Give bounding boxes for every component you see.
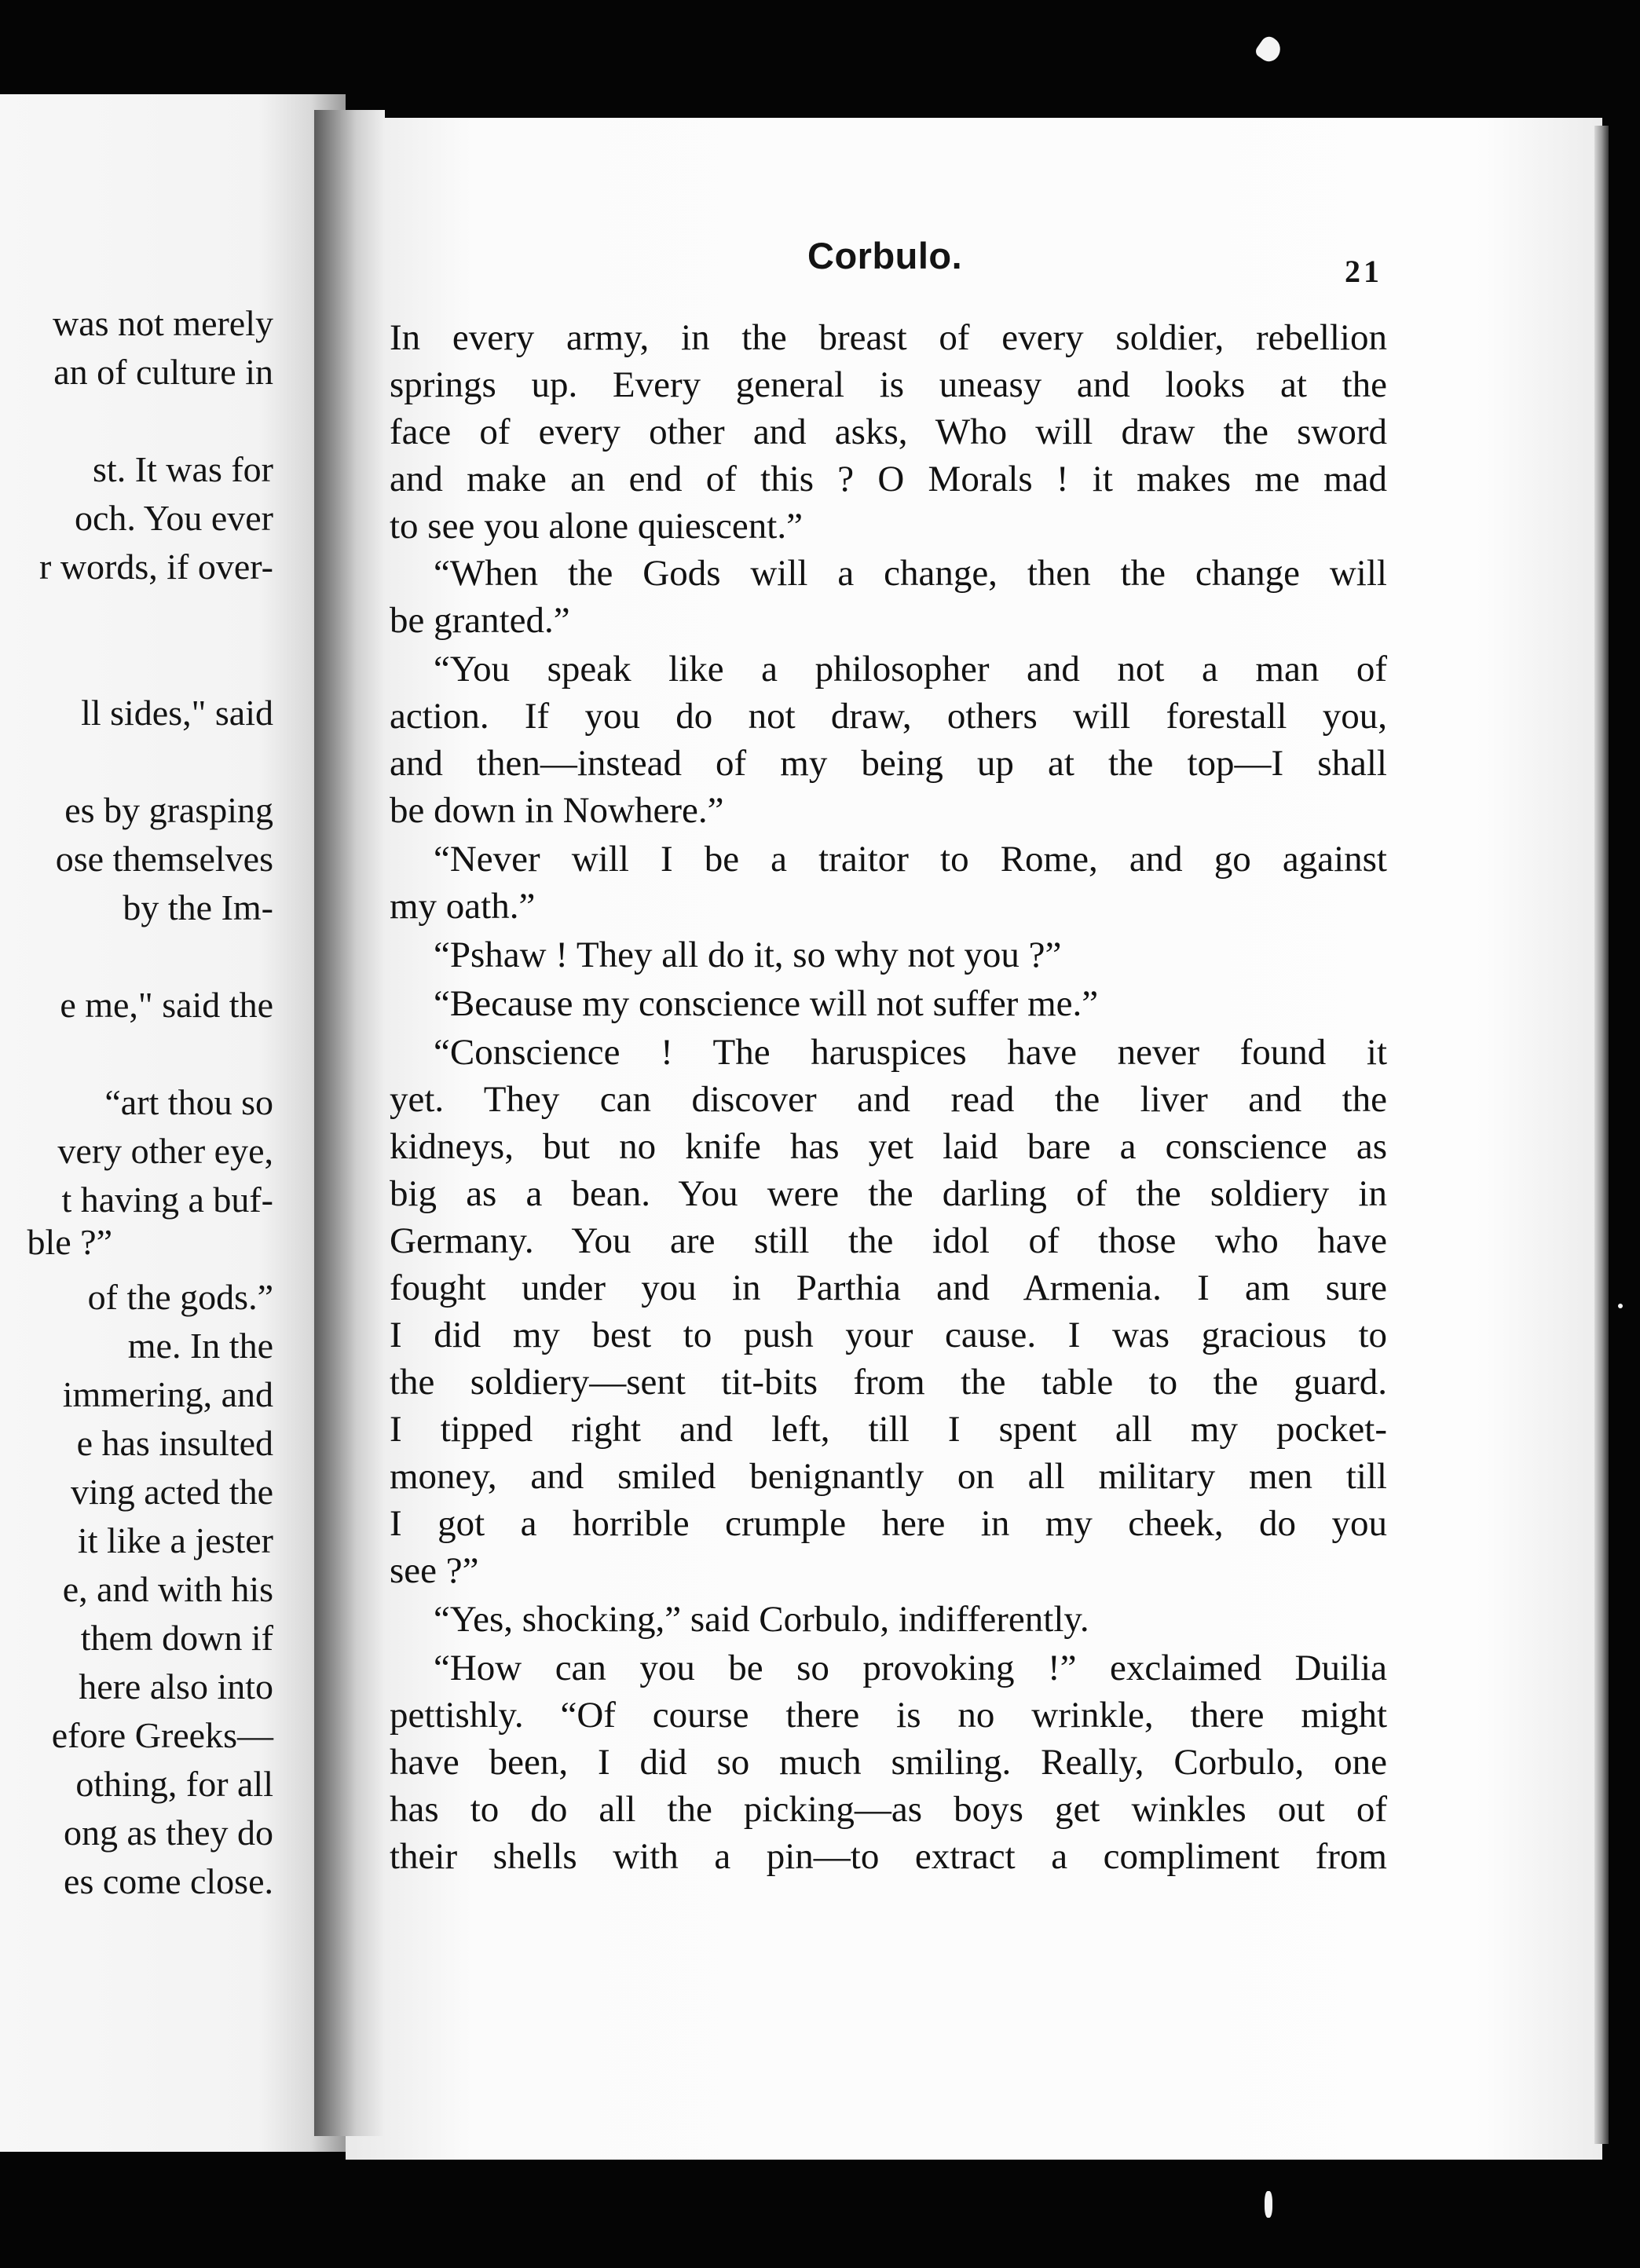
left-line: them down if [80, 1618, 273, 1658]
text-line: springs up. Every general is uneasy and looks at the [390, 364, 1387, 405]
left-line: ong as they do [63, 1813, 273, 1853]
left-line: och. You ever [75, 498, 273, 538]
text-line: I did my best to push your cause. I was gracious to [390, 1315, 1387, 1355]
scan-speck [1265, 2191, 1272, 2218]
text-line: Germany. You are still the idol of those who have [390, 1220, 1387, 1261]
left-line: here also into [79, 1666, 273, 1706]
text-line: face of every other and asks, Who will draw the sword [390, 412, 1387, 452]
left-line: st. It was for [93, 449, 273, 489]
text-line: “When the Gods will a change, then the change will [434, 553, 1387, 594]
page-edge [1594, 126, 1609, 2144]
left-line: “art thou so [104, 1082, 273, 1122]
left-line: of the gods.” [87, 1277, 273, 1317]
text-line: “Pshaw ! They all do it, so why not you ?” [434, 935, 1062, 975]
text-line: be down in Nowhere.” [390, 790, 724, 831]
page-number: 21 [1345, 254, 1382, 289]
text-line: “Conscience ! The haruspices have never found it [434, 1032, 1387, 1073]
text-line: I tipped right and left, till I spent all my pocket- [390, 1409, 1387, 1450]
text-line: kidneys, but no knife has yet laid bare a conscience as [390, 1126, 1387, 1167]
book-gutter [314, 110, 385, 2136]
text-line: “Never will I be a traitor to Rome, and go against [434, 839, 1387, 880]
running-head: Corbulo. [807, 235, 963, 276]
left-line: ving acted the [70, 1472, 273, 1512]
text-line: the soldiery—sent tit-bits from the table to the guard. [390, 1362, 1387, 1403]
text-line: their shells with a pin—to extract a compliment from [390, 1836, 1387, 1877]
text-line: and then—instead of my being up at the top—I shall [390, 743, 1387, 784]
left-line: very other eye, [57, 1131, 273, 1171]
left-line: ble ?” [27, 1222, 112, 1262]
left-line: es come close. [64, 1861, 273, 1901]
text-line: my oath.” [390, 886, 536, 927]
left-line: e has insulted [76, 1423, 273, 1463]
left-line: t having a buf- [61, 1180, 273, 1220]
left-facing-page [0, 94, 346, 2152]
text-line: big as a bean. You were the darling of the soldiery in [390, 1173, 1387, 1214]
scan-speck [1254, 34, 1285, 66]
left-line: me. In the [127, 1326, 273, 1366]
left-line: r words, if over- [39, 547, 273, 587]
text-line: to see you alone quiescent.” [390, 506, 803, 547]
text-line: fought under you in Parthia and Armenia. I am sure [390, 1268, 1387, 1308]
text-line: “Because my conscience will not suffer me.” [434, 983, 1099, 1024]
left-line: immering, and [62, 1374, 273, 1414]
scan-speck [1618, 1304, 1623, 1308]
left-line: was not merely [52, 303, 273, 343]
text-line: have been, I did so much smiling. Really, Corbulo, one [390, 1742, 1387, 1783]
left-line: ll sides," said [81, 693, 273, 733]
left-line: ose themselves [55, 839, 273, 879]
text-line: see ?” [390, 1550, 479, 1591]
left-line: e me," said the [60, 985, 273, 1025]
left-line: it like a jester [77, 1520, 273, 1560]
text-line: I got a horrible crumple here in my cheek, do you [390, 1503, 1387, 1544]
left-line: efore Greeks— [51, 1715, 273, 1755]
text-line: yet. They can discover and read the liver and the [390, 1079, 1387, 1120]
left-line: es by grasping [64, 790, 273, 830]
left-line: by the Im- [123, 887, 273, 927]
text-line: money, and smiled benignantly on all military men till [390, 1456, 1387, 1497]
text-line: pettishly. “Of course there is no wrinkle, there might [390, 1695, 1387, 1736]
left-line: an of culture in [53, 352, 273, 392]
text-line: “How can you be so provoking !” exclaimed Duilia [434, 1648, 1387, 1688]
left-line: e, and with his [62, 1569, 273, 1609]
text-line: In every army, in the breast of every soldier, rebellion [390, 317, 1387, 358]
text-line: has to do all the picking—as boys get winkles out of [390, 1789, 1387, 1830]
text-line: “Yes, shocking,” said Corbulo, indifferently. [434, 1599, 1089, 1640]
text-line: action. If you do not draw, others will forestall you, [390, 696, 1387, 737]
left-line: othing, for all [75, 1764, 273, 1804]
text-line: be granted.” [390, 600, 570, 641]
text-line: and make an end of this ? O Morals ! it makes me mad [390, 459, 1387, 499]
text-line: “You speak like a philosopher and not a man of [434, 649, 1387, 690]
